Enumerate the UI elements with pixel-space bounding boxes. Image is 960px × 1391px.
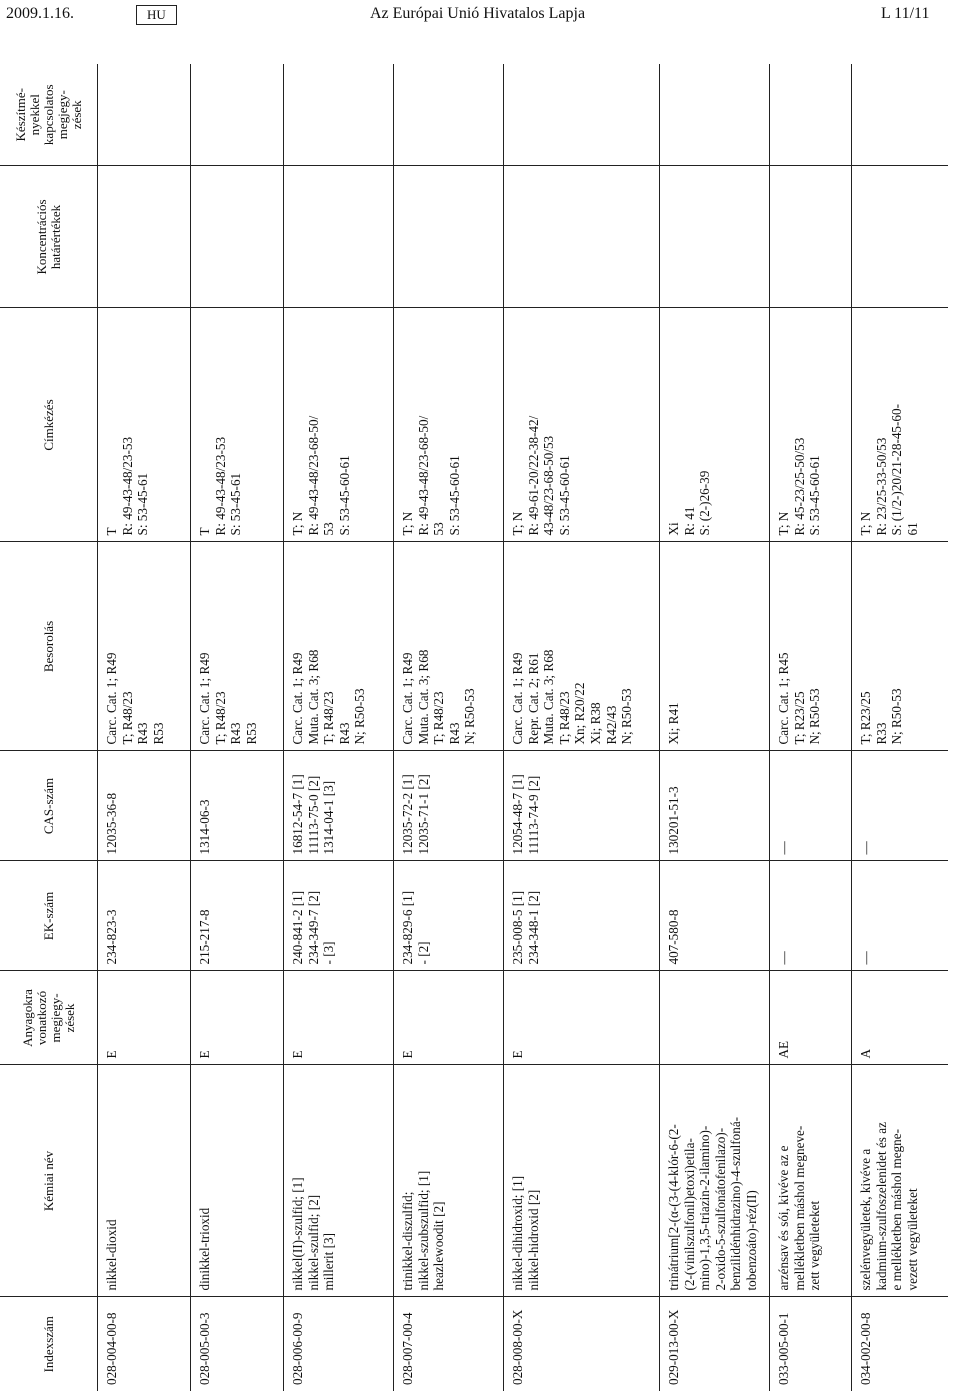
cell-concentration-limits: [394, 166, 504, 308]
journal-title: Az Európai Unió Hivatalos Lapja: [370, 5, 586, 22]
cell-index: 028-004-00-8: [98, 1297, 191, 1391]
cell-ec-number: 215-217-8: [191, 861, 284, 971]
cell-labelling: T; N R: 49-43-48/23-68-50/ 53 S: 53-45-60-61: [284, 308, 394, 542]
cell-concentration-limits: [191, 166, 284, 308]
table-header-row: [0, 64, 98, 1391]
cell-substance-notes: E: [504, 971, 660, 1065]
header-ec-number: EK-szám: [0, 861, 98, 971]
cell-classification: T; R23/25 R33 N; R50-53: [852, 542, 948, 751]
cell-concentration-limits: [284, 166, 394, 308]
cell-chemical-name: arzénsav és sói, kivéve az e mellékletben máshol megneve- zett vegyületeket: [770, 1065, 852, 1297]
cell-concentration-limits: [852, 166, 948, 308]
cell-ec-number: —: [852, 861, 948, 971]
header-chemical-name: Kémiai név: [0, 1065, 98, 1297]
cell-cas-number: 12035-72-2 [1] 12035-71-1 [2]: [394, 751, 504, 861]
cell-index: 029-013-00-X: [660, 1297, 770, 1391]
table-row: [191, 64, 284, 1391]
header-labelling: Címkézés: [0, 308, 98, 542]
header-classification: Besorolás: [0, 542, 98, 751]
cell-concentration-limits: [504, 166, 660, 308]
cell-labelling: T; N R: 49-43-48/23-68-50/ 53 S: 53-45-60-61: [394, 308, 504, 542]
header-index: Indexszám: [0, 1297, 98, 1391]
cell-substance-notes: [660, 971, 770, 1065]
table-row: [284, 64, 394, 1391]
cell-ec-number: 235-008-5 [1] 234-348-1 [2]: [504, 861, 660, 971]
rotated-table-container: [0, 64, 960, 1391]
cell-classification: Carc. Cat. 1; R49 Repr. Cat. 2; R61 Muta. Cat. 3; R68 T; R48/23 Xn; R20/22 Xi; R38 R42/43 N; R50-53: [504, 542, 660, 751]
language-badge: HU: [136, 5, 177, 25]
cell-preparation-notes: [852, 64, 948, 166]
cell-ec-number: 234-823-3: [98, 861, 191, 971]
cell-index: 028-006-00-9: [284, 1297, 394, 1391]
cell-index: 034-002-00-8: [858, 1312, 873, 1385]
cell-substance-notes: E: [191, 971, 284, 1065]
publication-date: 2009.1.16.: [6, 5, 74, 22]
cell-preparation-notes: [191, 64, 284, 166]
page-number: L 11/11: [881, 5, 930, 22]
cell-ec-number: 240-841-2 [1] 234-349-7 [2] - [3]: [284, 861, 394, 971]
cell-index: 028-008-00-X: [504, 1297, 660, 1391]
cell-concentration-limits: [660, 166, 770, 308]
cell-preparation-notes: [660, 64, 770, 166]
cell-cas-number: 12054-48-7 [1] 11113-74-9 [2]: [504, 751, 660, 861]
header-preparation-notes: Készítmé- nyekkel kapcsolatos megjegy- zések: [0, 64, 98, 166]
cell-index: 028-005-00-3: [191, 1297, 284, 1391]
cell-cas-number: —: [770, 751, 852, 861]
cell-labelling: T; N R: 45-23/25-50/53 S: 53-45-60-61: [770, 308, 852, 542]
cell-substance-notes: E: [394, 971, 504, 1065]
cell-cas-number: —: [852, 751, 948, 861]
table-row: [660, 64, 770, 1391]
cell-chemical-name: szelénvegyületek, kivéve a kadmium-szulfoszelenidet és az e mellékletben máshol megne- vezett vegyületeket: [852, 1065, 948, 1297]
cell-classification: Carc. Cat. 1; R49 Muta. Cat. 3; R68 T; R48/23 R43 N; R50-53: [394, 542, 504, 751]
cell-ec-number: —: [770, 861, 852, 971]
cell-ec-number: 407-580-8: [660, 861, 770, 971]
cell-preparation-notes: [504, 64, 660, 166]
cell-classification: Carc. Cat. 1; R49 T; R48/23 R43 R53: [191, 542, 284, 751]
cell-index: 033-005-00-1: [770, 1297, 852, 1391]
cell-cas-number: 130201-51-3: [660, 751, 770, 861]
header-cas-number: CAS-szám: [0, 751, 98, 861]
cell-classification: Xi; R41: [660, 542, 770, 751]
cell-index: 028-007-00-4: [394, 1297, 504, 1391]
cell-classification: Carc. Cat. 1; R45 T; R23/25 N; R50-53: [770, 542, 852, 751]
cell-chemical-name: nikkel(II)-szulfid; [1] nikkel-szulfid; [2] millerit [3]: [284, 1065, 394, 1297]
cell-cas-number: 16812-54-7 [1] 11113-75-0 [2] 1314-04-1 [3]: [284, 751, 394, 861]
cell-cas-number: 1314-06-3: [191, 751, 284, 861]
cell-concentration-limits: [98, 166, 191, 308]
cell-chemical-name: nikkel-dioxid: [98, 1065, 191, 1297]
cell-classification: Carc. Cat. 1; R49 T; R48/23 R43 R53: [98, 542, 191, 751]
cell-chemical-name: trinátrium[2-(α-(3-(4-klór-6-(2- (2-(vinilszulfonil)etoxi)etila- mino)-1,3,5-triazin-2-ilamino)- 2-oxido-5-szulfonátofenilazo)- benzilidénhidrazino)-4-szulfoná- tobenzoáto)-réz(II): [660, 1065, 770, 1297]
cell-chemical-name: dinikkel-trioxid: [191, 1065, 284, 1297]
cell-preparation-notes: [98, 64, 191, 166]
cell-labelling: T; N R: 49-61-20/22-38-42/ 43-48/23-68-50/53 S: 53-45-60-61: [504, 308, 660, 542]
cell-labelling: T R: 49-43-48/23-53 S: 53-45-61: [191, 308, 284, 542]
cell-concentration-limits: [770, 166, 852, 308]
cell-chemical-name: nikkel-dihidroxid; [1] nikkel-hidroxid [2]: [504, 1065, 660, 1297]
cell-chemical-name: trinikkel-diszulfid; nikkel-szubszulfid; [1] heazlewoodit [2]: [394, 1065, 504, 1297]
cell-ec-number: 234-829-6 [1] - [2]: [394, 861, 504, 971]
substance-table: [0, 64, 948, 1391]
cell-labelling: Xi R: 41 S: (2-)26-39: [660, 308, 770, 542]
cell-cas-number: 12035-36-8: [98, 751, 191, 861]
header-concentration-limits: Koncentrációs határértékek: [0, 166, 98, 308]
header-substance-notes: Anyagokra vonatkozó megjegy- zések: [0, 971, 98, 1065]
cell-substance-notes: E: [98, 971, 191, 1065]
cell-substance-notes: A: [852, 971, 948, 1065]
cell-preparation-notes: [284, 64, 394, 166]
table-row: [98, 64, 191, 1391]
page-header: [0, 0, 960, 30]
cell-classification: Carc. Cat. 1; R49 Muta. Cat. 3; R68 T; R48/23 R43 N; R50-53: [284, 542, 394, 751]
table-row: [394, 64, 504, 1391]
cell-preparation-notes: [394, 64, 504, 166]
cell-labelling: T R: 49-43-48/23-53 S: 53-45-61: [98, 308, 191, 542]
cell-preparation-notes: [770, 64, 852, 166]
cell-substance-notes: E: [284, 971, 394, 1065]
table-row: [852, 64, 948, 1391]
table-row: [770, 64, 852, 1391]
cell-substance-notes: AE: [770, 971, 852, 1065]
cell-labelling: T; N R: 23/25-33-50/53 S: (1/2-)20/21-28-45-60- 61: [852, 308, 948, 542]
table-row: [504, 64, 660, 1391]
